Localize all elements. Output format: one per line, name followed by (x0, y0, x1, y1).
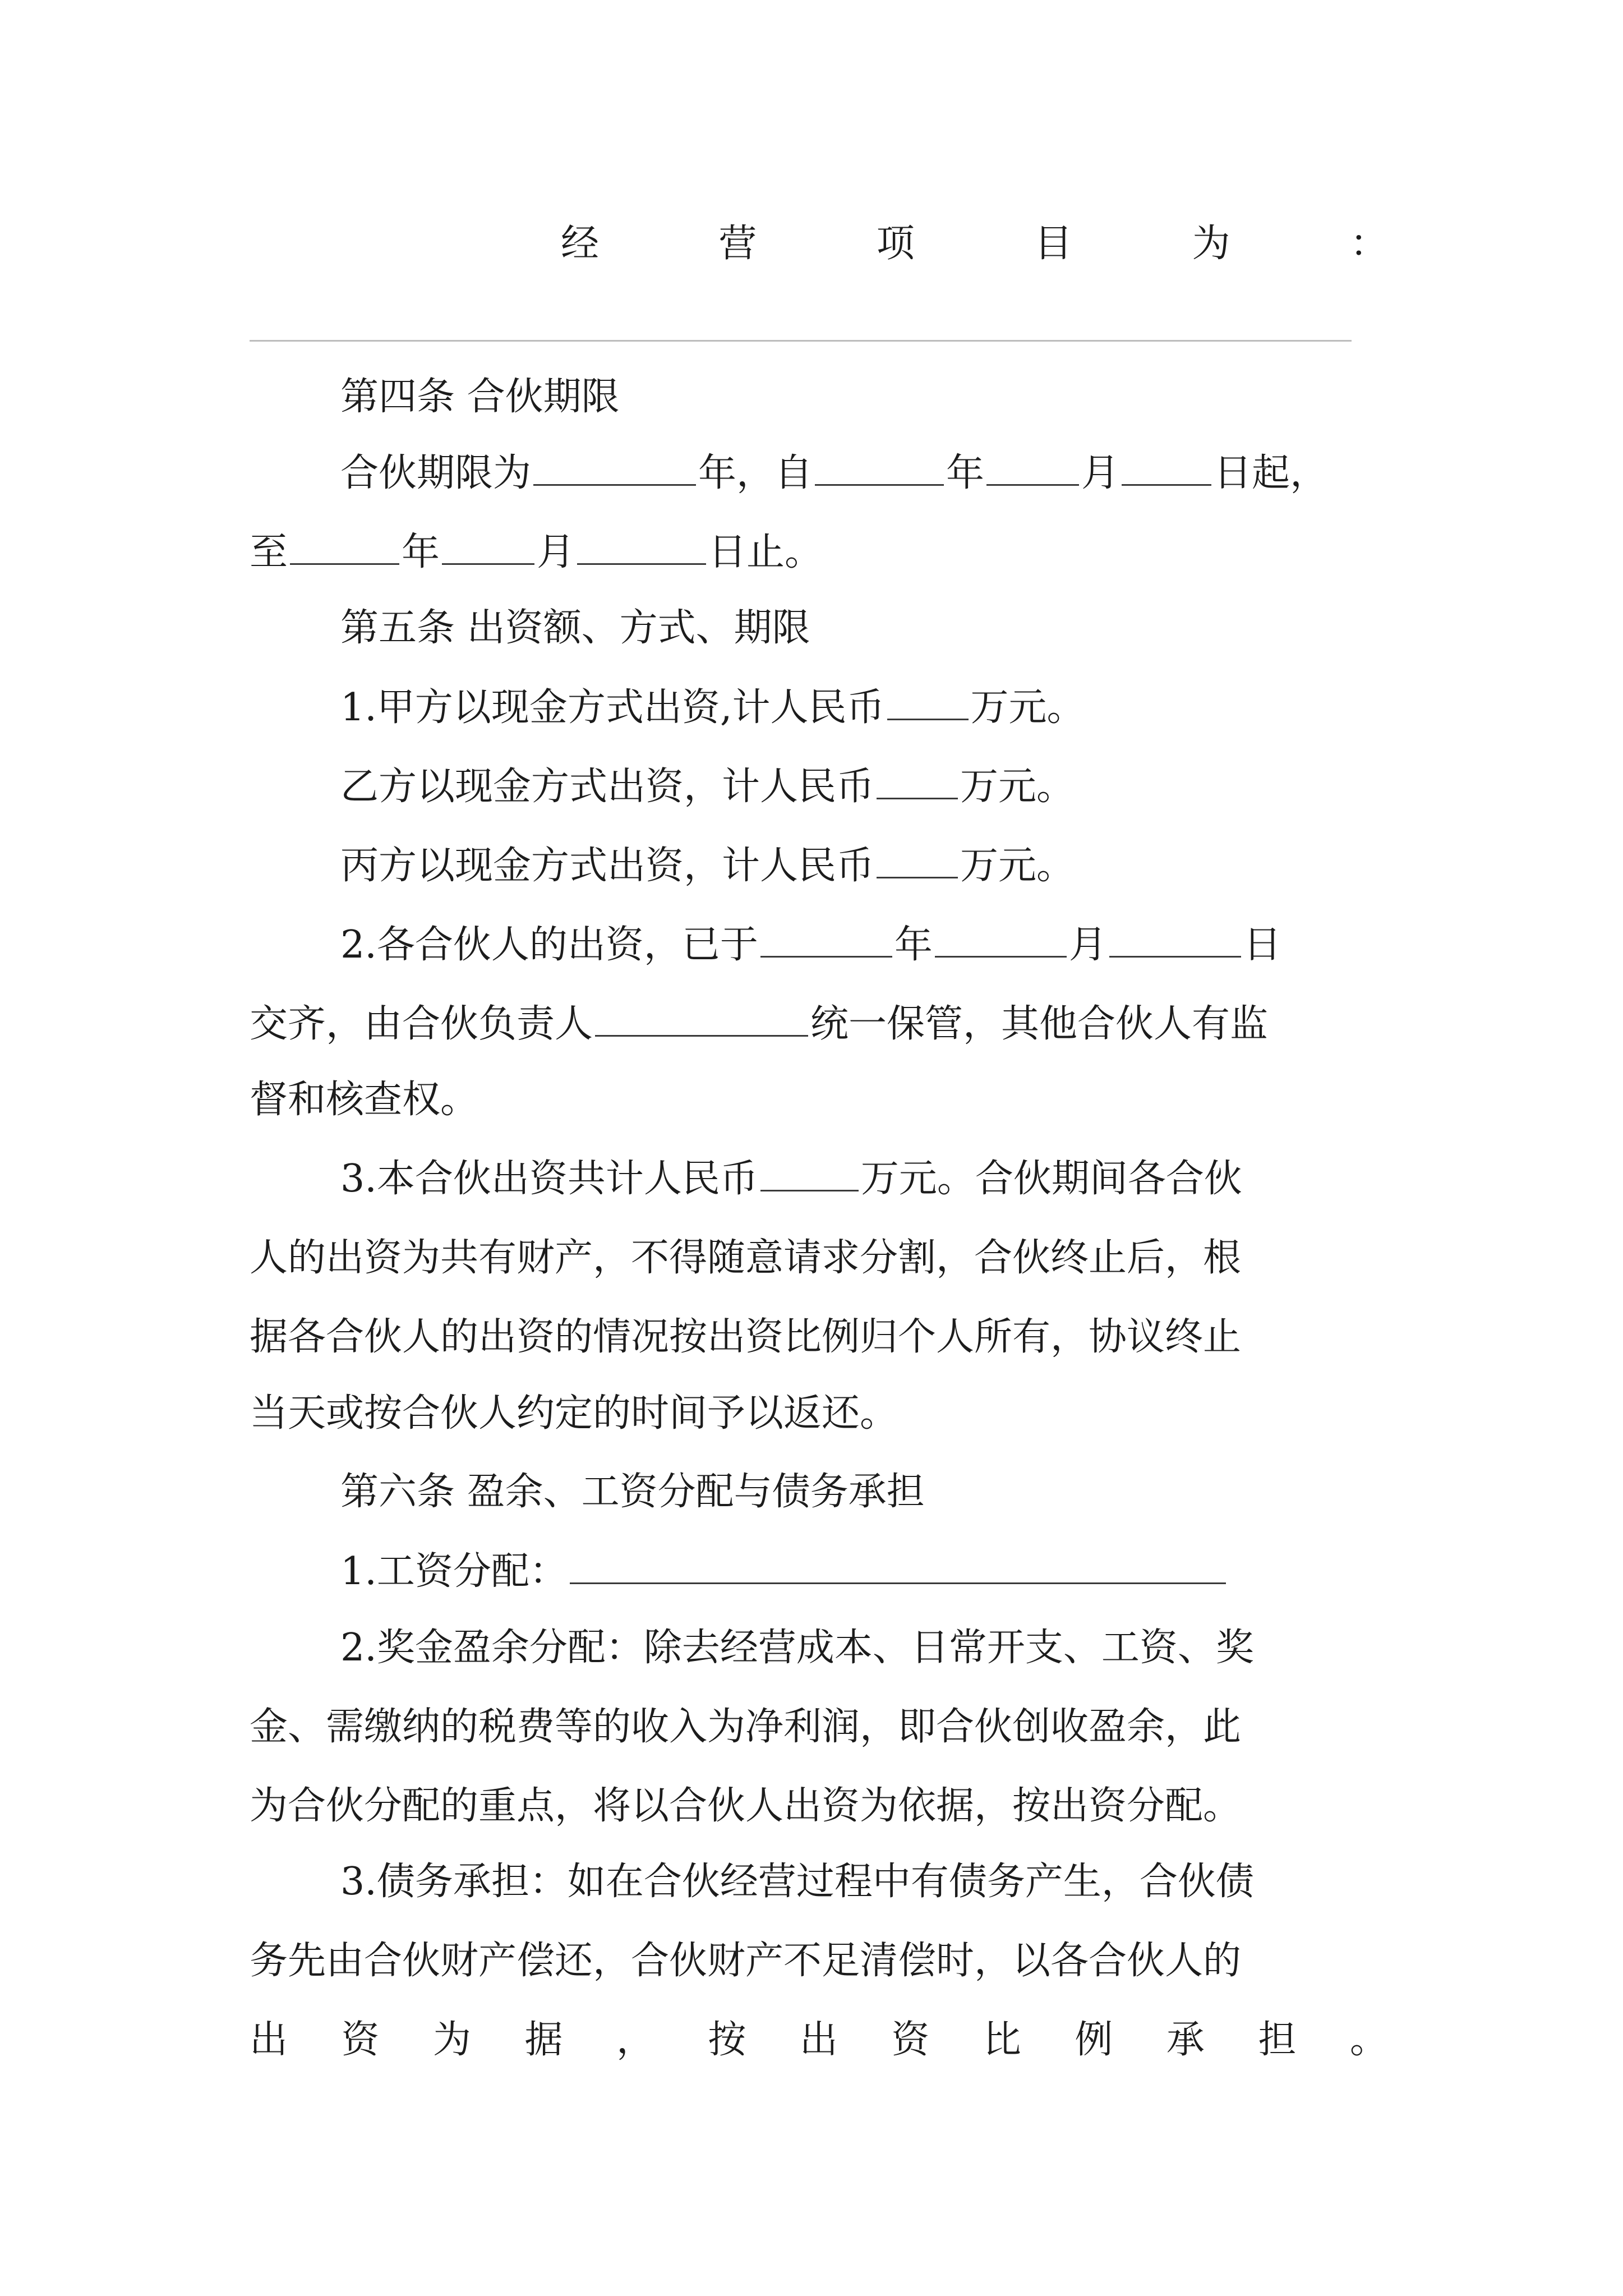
article-4-title: 第四条 合伙期限 (340, 375, 620, 419)
debt-bearing-line-2: 务先由合伙财产偿还，合伙财产不足清偿时，以各合伙人的 (250, 1939, 1242, 1983)
contribution-party-b: 乙方以现金方式出资，计人民币 万元。 (250, 759, 1388, 815)
profit-distribution-line-2: 金、需缴纳的税费等的收入为净利润，即合伙创收盈余，此 (250, 1705, 1242, 1749)
total-contribution-line-1: 3.本合伙出资共计人民币 万元。合伙期间各合伙 (250, 1151, 1388, 1207)
contribution-party-a: 1.甲方以现金方式出资,计人民币 万元。 (250, 680, 1388, 736)
article-5-title: 第五条 出资额、方式、期限 (340, 606, 810, 650)
total-contribution-line-4: 当天或按合伙人约定的时间予以返还。 (250, 1391, 898, 1435)
heading-char: 经 (561, 222, 600, 266)
blank-paid-year (760, 919, 892, 958)
blank-party-c-amount (877, 840, 958, 878)
heading-char: 营 (718, 222, 757, 266)
total-contribution-line-3: 据各合伙人的出资的情况按出资比例归个人所有，协议终止 (250, 1315, 1242, 1359)
blank-end-month (442, 526, 534, 565)
business-scope-fill-line (250, 340, 1352, 342)
business-scope-heading (250, 216, 1388, 272)
blank-paid-month (935, 919, 1067, 958)
article-6-title: 第六条 盈余、工资分配与债务承担 (340, 1470, 925, 1514)
total-contribution-line-2: 人的出资为共有财产，不得随意请求分割，合伙终止后，根 (250, 1236, 1242, 1280)
salary-distribution: 1.工资分配： (250, 1544, 1388, 1600)
blank-salary-distribution (570, 1545, 1226, 1584)
debt-bearing-line-3: 出 资 为 据 ， 按 出 资 比 例 承 担 。 (250, 2018, 1388, 2062)
blank-paid-day (1109, 919, 1241, 958)
blank-responsible-person (595, 998, 808, 1037)
blank-term-years (533, 447, 696, 486)
blank-end-day (577, 526, 706, 565)
contribution-date-line-1: 2.各合伙人的出资，已于 年 月 日 (250, 917, 1388, 973)
heading-char: 目 (1034, 222, 1073, 266)
heading-char: 项 (876, 222, 915, 266)
contribution-date-line-3: 督和核查权。 (250, 1078, 479, 1122)
article-4-term-line-1: 合伙期限为 年，自 年 月 日起， (250, 445, 1388, 501)
article-4-term-line-2: 至 年 月 日止。 (250, 524, 1388, 581)
profit-distribution-line-1: 2.奖金盈余分配：除去经营成本、日常开支、工资、奖 (340, 1626, 1254, 1670)
blank-start-year (815, 447, 944, 486)
profit-distribution-line-3: 为合伙分配的重点，将以合伙人出资为依据，按出资分配。 (250, 1784, 1242, 1828)
debt-bearing-line-1: 3.债务承担：如在合伙经营过程中有债务产生，合伙债 (340, 1860, 1254, 1904)
heading-char: 为 (1192, 222, 1230, 266)
blank-end-year (290, 526, 399, 565)
blank-total-amount (760, 1153, 859, 1191)
blank-start-day (1122, 447, 1211, 486)
contribution-date-line-2: 交齐，由合伙负责人 统一保管，其他合伙人有监 (250, 996, 1388, 1052)
blank-start-month (986, 447, 1079, 486)
heading-char: ： (1349, 222, 1388, 266)
blank-party-a-amount (887, 682, 969, 720)
blank-party-b-amount (877, 761, 958, 799)
contribution-party-c: 丙方以现金方式出资，计人民币 万元。 (250, 838, 1388, 894)
